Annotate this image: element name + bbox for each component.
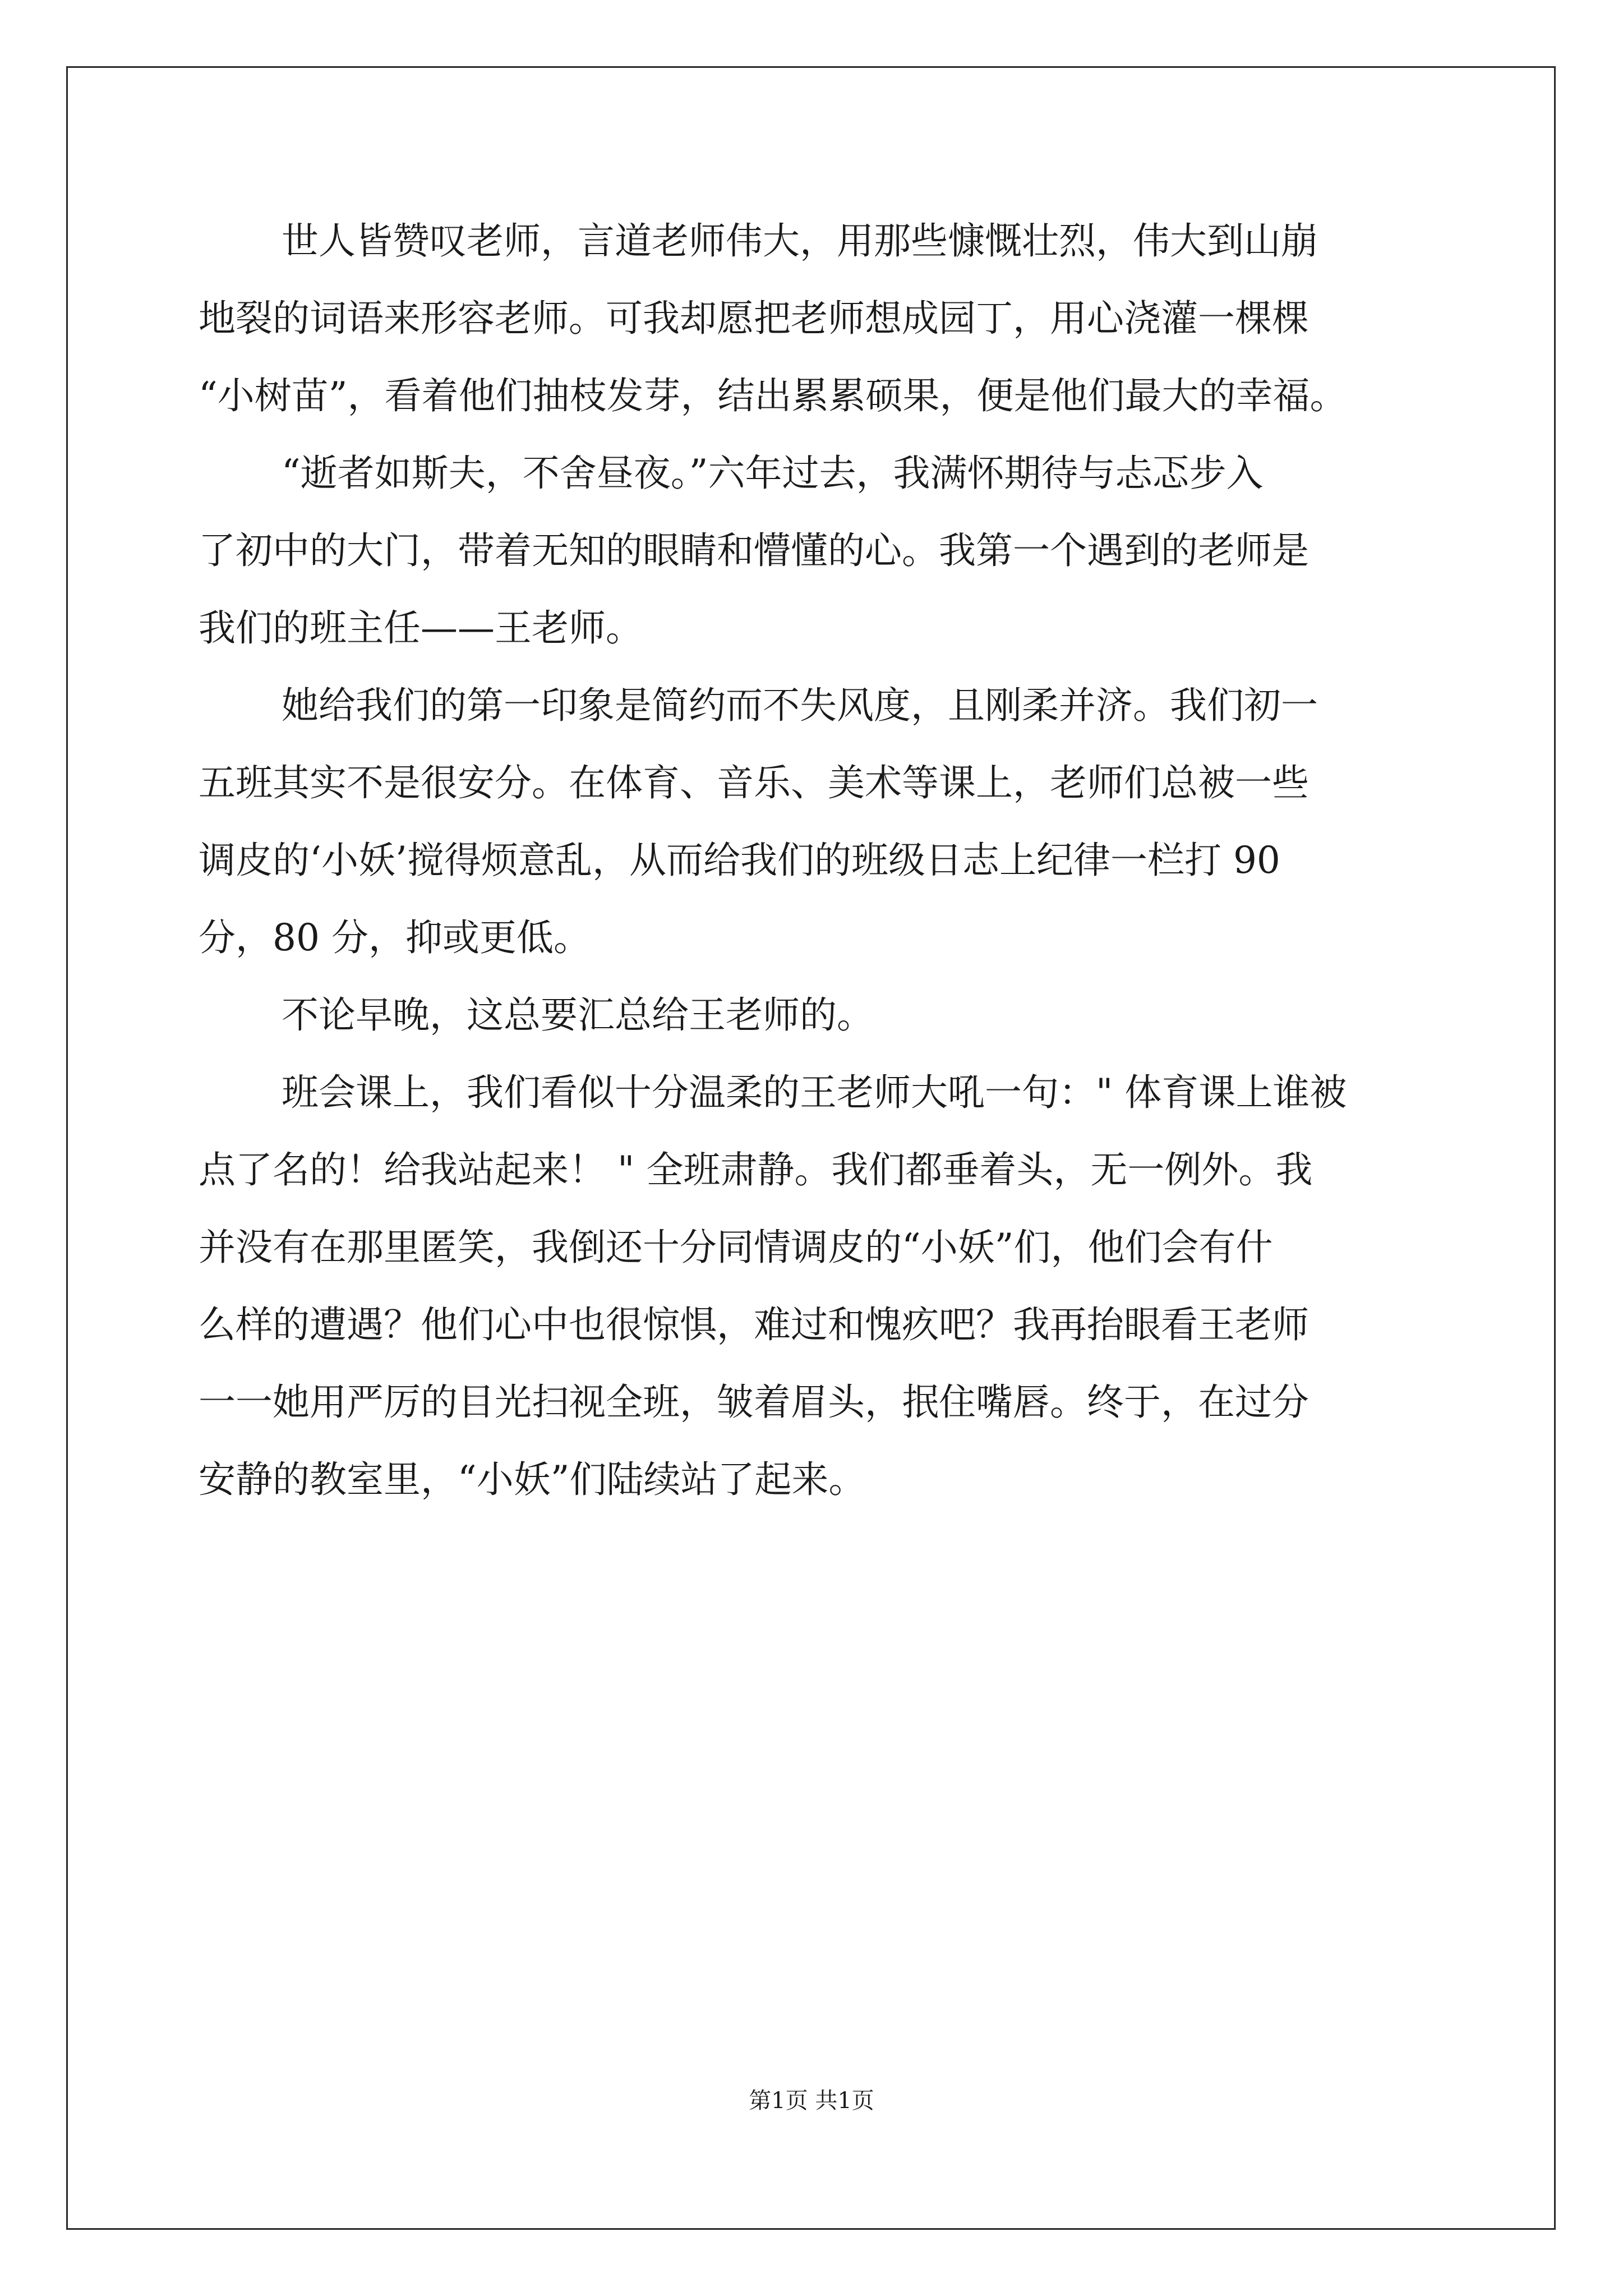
text-line-6: 我们的班主任——王老师。 [199, 606, 643, 650]
text-line-9: 调皮的‘小妖’搅得烦意乱，从而给我们的班级日志上纪律一栏打 90 [199, 839, 1280, 882]
text-line-17: 安静的教室里，“小妖”们陆续站了起来。 [199, 1458, 866, 1501]
text-line-12: 班会课上，我们看似十分温柔的王老师大吼一句：" 体育课上谁被 [282, 1071, 1347, 1114]
text-line-14: 并没有在那里匿笑，我倒还十分同情调皮的“小妖”们，他们会有什 [199, 1226, 1273, 1269]
text-line-1: 世人皆赞叹老师，言道老师伟大，用那些慷慨壮烈，伟大到山崩 [282, 219, 1318, 263]
text-line-10: 分，80 分，抑或更低。 [199, 916, 591, 959]
text-line-11: 不论早晚，这总要汇总给王老师的。 [282, 993, 874, 1037]
text-line-15: 么样的遭遇？他们心中也很惊惧，难过和愧疚吧？我再抬眼看王老师 [199, 1303, 1309, 1346]
text-line-3: “小树苗”，看着他们抽枝发芽，结出累累硕果，便是他们最大的幸福。 [199, 374, 1347, 417]
page-number-footer: 第1页 共1页 [749, 2088, 874, 2114]
text-line-4: “逝者如斯夫，不舍昼夜。”六年过去，我满怀期待与忐忑步入 [282, 452, 1264, 495]
text-line-8: 五班其实不是很安分。在体育、音乐、美术等课上，老师们总被一些 [199, 761, 1309, 804]
text-line-13: 点了名的！给我站起来！ " 全班肃静。我们都垂着头，无一例外。我 [199, 1148, 1313, 1191]
text-line-5: 了初中的大门，带着无知的眼睛和懵懂的心。我第一个遇到的老师是 [199, 529, 1309, 572]
text-line-2: 地裂的词语来形容老师。可我却愿把老师想成园丁，用心浇灌一棵棵 [199, 297, 1309, 340]
text-line-7: 她给我们的第一印象是简约而不失风度，且刚柔并济。我们初一 [282, 684, 1318, 727]
text-line-16: 一一她用严厉的目光扫视全班，皱着眉头，抿住嘴唇。终于，在过分 [199, 1381, 1309, 1424]
